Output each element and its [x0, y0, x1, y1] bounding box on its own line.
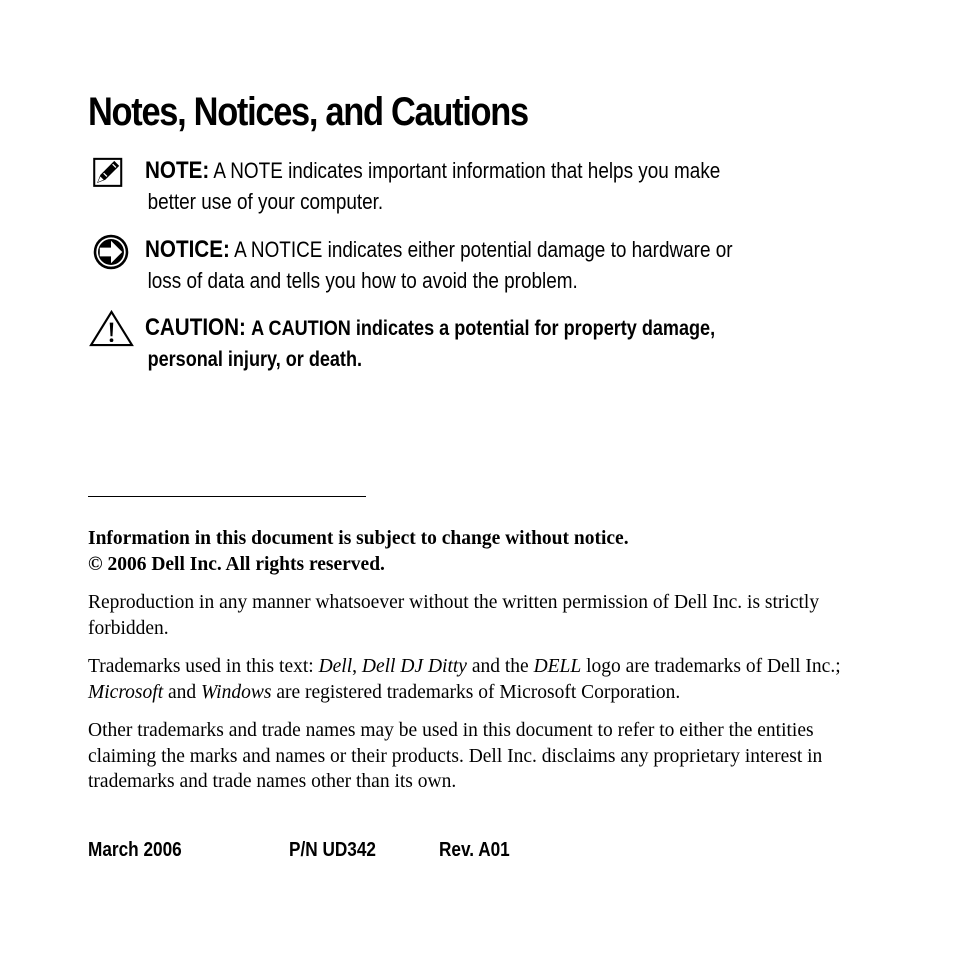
trademarks-text-5: and [163, 681, 202, 703]
caution-triangle-icon [88, 309, 135, 348]
note-line2: better use of your computer. [147, 189, 384, 214]
notice-label: NOTICE: [145, 236, 230, 263]
legal-heading [88, 526, 858, 577]
trademark-dell-dj-ditty: Dell DJ Ditty [361, 656, 467, 677]
footer-part-number: P/N UD342 [289, 839, 376, 861]
other-trademarks-paragraph: Other trademarks and trade names may be used in this document to refer to either the entities claiming the marks and names or their products. Dell Inc. disclaims any proprietary interest in trademarks and trade names other than its own. [88, 720, 823, 792]
trademark-dell: Dell [318, 656, 353, 677]
reproduction-paragraph: Reproduction in any manner whatsoever without the written permission of Dell Inc. is strictly forbidden. [88, 592, 820, 639]
notice-text [145, 234, 781, 296]
trademarks-paragraph [88, 654, 858, 705]
trademarks-text-6: are registered trademarks of Microsoft Corporation. [271, 681, 681, 703]
caution-line1: A CAUTION indicates a potential for property damage, [251, 317, 716, 340]
notice-arrow-icon [92, 233, 130, 271]
footer-revision: Rev. A01 [439, 839, 510, 861]
note-text [145, 155, 781, 217]
notice-line2: loss of data and tells you how to avoid the problem. [147, 268, 578, 293]
trademarks-text-3: and the [466, 656, 534, 677]
trademarks-text-2: , [352, 656, 362, 677]
legal-section [88, 526, 858, 808]
caution-line2: personal injury, or death. [147, 348, 363, 371]
footer-date: March 2006 [88, 839, 182, 861]
caution-text [145, 312, 781, 375]
trademark-dell-logo: DELL [533, 656, 582, 677]
separator-rule [88, 496, 366, 497]
pencil-note-icon [93, 156, 129, 192]
caution-label: CAUTION: [145, 314, 246, 341]
legal-heading-line1: Information in this document is subject to change without notice. [88, 528, 629, 549]
trademarks-text-4: logo are trademarks of Dell Inc.; [581, 656, 841, 677]
note-line1: A NOTE indicates important information that helps you make [213, 158, 721, 183]
notice-line1: A NOTICE indicates either potential damage to hardware or [234, 237, 733, 262]
trademark-microsoft: Microsoft [88, 681, 164, 703]
trademarks-text-1: Trademarks used in this text: [88, 656, 319, 677]
note-label: NOTE: [145, 157, 210, 184]
trademark-windows: Windows [201, 681, 272, 703]
copyright-line: © 2006 Dell Inc. All rights reserved. [88, 553, 385, 575]
page-title: Notes, Notices, and Cautions [88, 90, 528, 134]
